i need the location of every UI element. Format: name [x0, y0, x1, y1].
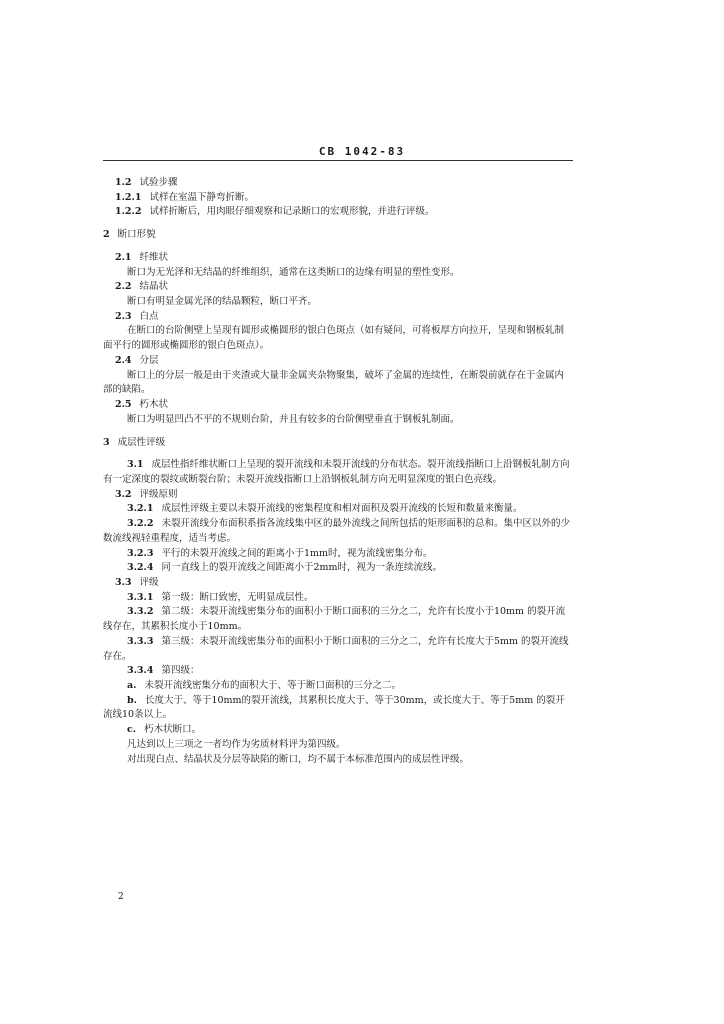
- section-number: 3.3.3: [127, 635, 154, 647]
- section-2-4-heading: [103, 354, 573, 369]
- section-1-2-1: [103, 191, 573, 206]
- section-title: 评级原则: [139, 488, 178, 500]
- section-number: 1.2.1: [115, 191, 142, 203]
- section-number: 3.3: [115, 576, 132, 588]
- list-item-a: [103, 679, 573, 694]
- section-text: 平行的未裂开流线之间的距离小于1mm时，视为流线密集分布。: [161, 547, 433, 559]
- section-number: 2.2: [115, 281, 132, 293]
- section-text: 成层性指纤维状断口上呈现的裂开流线和未裂开流线的分布状态。裂开流线指断口上沿钢板轧制方向有一定深度的裂纹或断裂台阶；未裂开流线指断口上沿钢板轧制方向无明显深度的银白色亮线。: [103, 459, 570, 485]
- section-3-3: [103, 576, 573, 591]
- section-title: 成层性评级: [117, 436, 166, 448]
- list-label: b.: [127, 694, 137, 706]
- list-text: 长度大于、等于10mm的裂开流线，其累积长度大于、等于30mm，或长度大于、等于5mm 的裂开流线10条以上。: [103, 694, 565, 721]
- section-text: 第一级：断口致密，无明显成层性。: [161, 591, 314, 603]
- section-3-2-2: [103, 517, 573, 546]
- section-text: 第四级：: [161, 665, 200, 677]
- section-3-3-4: [103, 664, 573, 679]
- section-number: 1.2.2: [115, 206, 142, 218]
- section-text: 同一直线上的裂开流线之间距离小于2mm时，视为一条连续流线。: [161, 562, 443, 574]
- list-item-c: [103, 723, 573, 738]
- section-3: [103, 436, 573, 451]
- section-number: 3.2.4: [127, 562, 154, 574]
- section-3-2-1: [103, 502, 573, 517]
- section-title: 纤维状: [139, 251, 169, 263]
- note-paragraph-1: 凡达到以上三项之一者均作为劣质材料评为第四级。: [127, 738, 346, 750]
- section-number: 3.1: [127, 459, 144, 471]
- section-3-2-3: [103, 547, 573, 562]
- section-2-4-body: 断口上的分层一般是由于夹渣或大量非金属夹杂物聚集，破坏了金属的连续性，在断裂前就存在于金属内部的缺陷。: [103, 369, 565, 396]
- section-3-2: [103, 488, 573, 503]
- section-number: 3.2: [115, 488, 132, 500]
- section-1-2: [103, 176, 573, 191]
- section-title: 试验步骤: [139, 177, 178, 188]
- section-3-3-3: [103, 635, 573, 664]
- list-item-b: [103, 694, 573, 723]
- section-2-2-body: 断口有明显金属光泽的结晶颗粒，断口平齐。: [127, 296, 318, 308]
- section-number: 3.2.1: [127, 503, 154, 515]
- document-code: CB 1042-83: [318, 145, 406, 158]
- section-text: 试样折断后，用肉眼仔细观察和记录断口的宏观形貌，并进行评级。: [149, 206, 435, 218]
- section-2-5-body: 断口为明显凹凸不平的不规则台阶，并且有较多的台阶侧壁垂直于钢板轧制面。: [127, 413, 460, 425]
- section-3-3-2: [103, 605, 573, 634]
- section-number: 1.2: [115, 177, 132, 188]
- section-3-3-1: [103, 591, 573, 606]
- section-text: 未裂开流线分布面积系指各流线集中区的最外流线之间所包括的矩形面积的总和。集中区以外的少数流线视轻重程度，适当考虑。: [103, 518, 570, 544]
- header-divider: [103, 160, 573, 161]
- section-number: 2.3: [115, 310, 132, 322]
- section-number: 3.2.2: [127, 518, 154, 530]
- page-number: 2: [118, 892, 124, 902]
- section-number: 2.5: [115, 399, 132, 411]
- list-text: 朽木状断口。: [144, 724, 202, 736]
- section-2-2-heading: [103, 280, 573, 295]
- section-2-1-heading: [103, 251, 573, 266]
- section-2-5-heading: [103, 398, 573, 413]
- section-3-1: [103, 458, 573, 487]
- list-label: a.: [127, 680, 137, 691]
- section-title: 白点: [139, 310, 159, 322]
- section-title: 断口形貌: [117, 229, 156, 241]
- section-3-2-4: [103, 561, 573, 576]
- section-text: 试样在室温下静弯折断。: [149, 191, 254, 203]
- section-2-1-body: 断口为无光泽和无结晶的纤维组织，通常在这类断口的边缘有明显的塑性变形。: [127, 266, 460, 278]
- section-number: 3.2.3: [127, 547, 154, 559]
- section-title: 朽木状: [139, 399, 169, 411]
- note-paragraph-2: 对出现白点、结晶状及分层等缺陷的断口，均不属于本标准范围内的成层性评级。: [127, 753, 470, 765]
- section-number: 2: [103, 229, 110, 241]
- section-title: 分层: [139, 354, 159, 366]
- section-number: 3: [103, 436, 110, 448]
- section-text: 第二级：未裂开流线密集分布的面积小于断口面积的三分之二，允许有长度小于10mm 的裂开流线存在，其累积长度小于10mm。: [103, 606, 566, 633]
- section-title: 评级: [139, 576, 159, 588]
- section-title: 结晶状: [139, 281, 169, 293]
- list-text: 未裂开流线密集分布的面积大于、等于断口面积的三分之二。: [144, 680, 401, 691]
- section-number: 2.1: [115, 251, 132, 263]
- list-label: c.: [127, 724, 137, 736]
- section-text: 第三级：未裂开流线密集分布的面积小于断口面积的三分之二，允许有长度大于5mm 的裂开流线存在。: [103, 635, 569, 662]
- section-2-3-body: 在断口的台阶侧壁上呈现有圆形或椭圆形的银白色斑点（如有疑问，可将板厚方向拉开，呈现和钢板轧制面平行的圆形或椭圆形的银白色斑点）。: [103, 325, 565, 352]
- section-number: 3.3.4: [127, 665, 154, 677]
- section-2: [103, 228, 573, 243]
- section-number: 3.3.2: [127, 606, 154, 618]
- section-2-3-heading: [103, 310, 573, 325]
- document-body: [103, 176, 573, 767]
- section-1-2-2: [103, 205, 573, 220]
- section-number: 2.4: [115, 354, 132, 366]
- section-text: 成层性评级主要以未裂开流线的密集程度和相对面积及裂开流线的长短和数量来衡量。: [161, 503, 523, 515]
- section-number: 3.3.1: [127, 591, 154, 603]
